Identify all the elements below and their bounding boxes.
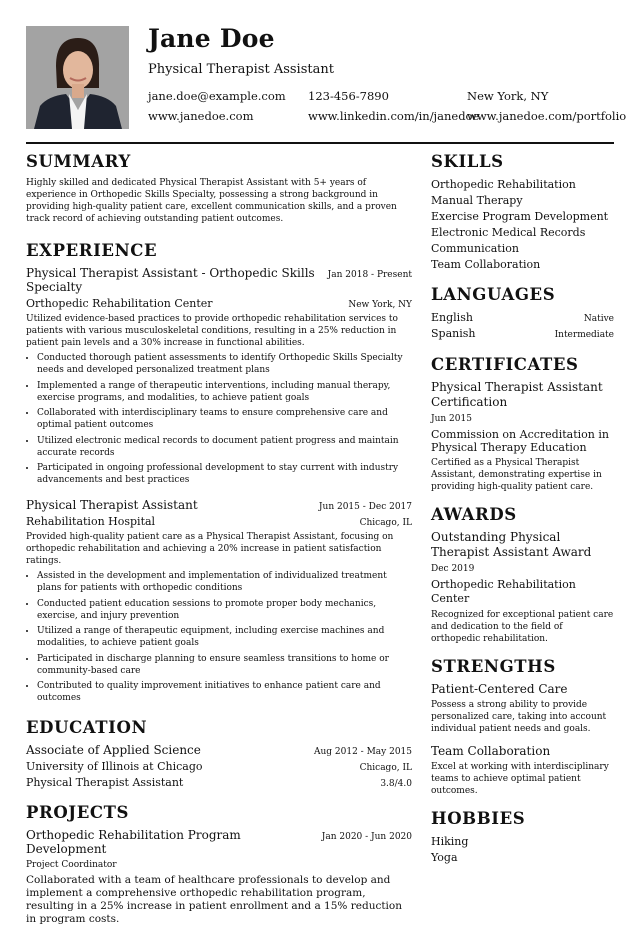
skill-item: Team Collaboration	[431, 258, 541, 271]
language-level: Intermediate	[554, 330, 614, 340]
candidate-name: Jane Doe	[148, 24, 275, 53]
language-name: Spanish	[431, 327, 476, 340]
languages-heading: LANGUAGES	[431, 285, 556, 304]
job-dates: Jan 2018 - Present	[327, 270, 412, 280]
award-issuer: Orthopedic Rehabilitation Center	[431, 578, 576, 605]
job-bullet: • Conducted patient education sessions to promote proper body mechanics, exercise, and injury prevention	[37, 598, 412, 622]
project-role: Project Coordinator	[26, 860, 117, 870]
hobby-item: Yoga	[431, 851, 458, 864]
strength-name: Patient-Centered Care	[431, 682, 568, 696]
linkedin-link[interactable]: www.linkedin.com/in/janedoe	[308, 109, 480, 123]
job-location: New York, NY	[348, 300, 412, 310]
portfolio-link[interactable]: www.janedoe.com/portfolio	[467, 109, 627, 123]
skill-item: Electronic Medical Records	[431, 226, 586, 239]
projects-section	[26, 803, 412, 926]
job-title: Physical Therapist Assistant - Orthopedic Skills Specialty	[26, 266, 315, 294]
skill-item: Orthopedic Rehabilitation	[431, 178, 576, 191]
job-bullet: • Utilized a range of therapeutic equipment, including exercise machines and modalities, to achieve patient goals	[37, 625, 412, 649]
strengths-section	[431, 657, 614, 797]
experience-heading: EXPERIENCE	[26, 241, 158, 260]
hobby-item: Hiking	[431, 835, 469, 848]
awards-heading: AWARDS	[431, 505, 517, 524]
education-location: Chicago, IL	[359, 763, 412, 773]
job-bullet: • Contributed to quality improvement initiatives to enhance patient care and outcomes	[37, 680, 412, 704]
job-bullets	[26, 570, 412, 704]
education-field: Physical Therapist Assistant	[26, 776, 184, 789]
certificates-heading: CERTIFICATES	[431, 355, 579, 374]
education-degree: Associate of Applied Science	[26, 743, 201, 757]
location-text: New York, NY	[467, 89, 549, 103]
job-bullet: • Utilized electronic medical records to document patient progress and maintain accurate records	[37, 435, 412, 459]
main-column	[26, 152, 412, 926]
strength-text: Possess a strong ability to provide personalized care, taking into account individual patient needs and goals.	[431, 700, 607, 734]
job-company: Orthopedic Rehabilitation Center	[26, 297, 213, 310]
side-column	[431, 152, 614, 866]
awards-section	[431, 505, 614, 645]
award-date: Dec 2019	[431, 564, 475, 574]
hobbies-heading: HOBBIES	[431, 809, 526, 828]
job-entry	[26, 498, 412, 704]
job-bullet: • Assisted in the development and implementation of individualized treatment plans for patients with orthopedic conditions	[37, 570, 412, 594]
skills-section	[431, 152, 614, 273]
education-gpa: 3.8/4.0	[380, 779, 412, 789]
strength-text: Excel at working with interdisciplinary teams to achieve optimal patient outcomes.	[431, 762, 609, 796]
strength-name: Team Collaboration	[431, 744, 551, 758]
job-bullet: • Conducted thorough patient assessments to identify Orthopedic Skills Specialty needs and developed personalized treatment plans	[37, 352, 412, 376]
job-bullet: • Participated in discharge planning to ensure seamless transitions to home or community-based care	[37, 653, 412, 677]
email-link[interactable]: jane.doe@example.com	[148, 89, 286, 103]
job-location: Chicago, IL	[359, 518, 412, 528]
hobbies-section	[431, 809, 614, 866]
phone-number: 123-456-7890	[308, 89, 389, 103]
job-title: Physical Therapist Assistant	[26, 498, 198, 512]
job-bullet: • Participated in ongoing professional development to stay current with industry advancements and best practices	[37, 462, 412, 486]
job-bullet: • Collaborated with interdisciplinary teams to ensure comprehensive care and optimal patient outcomes	[37, 407, 412, 431]
project-text: Collaborated with a team of healthcare professionals to develop and implement a comprehensive orthopedic rehabilitation program, resulting in a 25% increase in patient enrollment and a 15% reduction in program costs.	[26, 874, 402, 925]
job-entry	[26, 266, 412, 486]
experience-section	[26, 241, 412, 704]
summary-heading: SUMMARY	[26, 152, 131, 171]
project-dates: Jan 2020 - Jun 2020	[321, 832, 412, 842]
language-level: Native	[583, 314, 614, 324]
skill-item: Manual Therapy	[431, 194, 523, 207]
project-name: Orthopedic Rehabilitation Program Development	[26, 828, 241, 856]
certificates-section	[431, 355, 614, 493]
education-section	[26, 718, 412, 789]
award-text: Recognized for exceptional patient care and dedication to the field of orthopedic rehabilitation.	[431, 610, 614, 644]
certificate-text: Certified as a Physical Therapist Assistant, demonstrating expertise in providing high-quality patient care.	[431, 458, 602, 492]
job-description: Provided high-quality patient care as a Physical Therapist Assistant, focusing on orthopedic rehabilitation and achieving a 20% increase in patient satisfaction ratings.	[26, 532, 394, 566]
job-dates: Jun 2015 - Dec 2017	[318, 502, 412, 512]
candidate-role: Physical Therapist Assistant	[148, 62, 334, 77]
languages-section	[431, 285, 614, 342]
profile-photo	[26, 26, 129, 129]
job-bullets	[26, 352, 412, 486]
award-name: Outstanding Physical Therapist Assistant Award	[431, 530, 592, 559]
job-description: Utilized evidence-based practices to provide orthopedic rehabilitation services to patients with various musculoskeletal conditions, resulting in a 25% reduction in patient pain levels and a 30% increase in functional abilities.	[26, 314, 398, 348]
strengths-heading: STRENGTHS	[431, 657, 556, 676]
education-heading: EDUCATION	[26, 718, 148, 737]
skill-item: Communication	[431, 242, 519, 255]
projects-heading: PROJECTS	[26, 803, 130, 822]
language-name: English	[431, 311, 473, 324]
education-dates: Aug 2012 - May 2015	[313, 747, 412, 757]
skills-heading: SKILLS	[431, 152, 504, 171]
summary-text: Highly skilled and dedicated Physical Therapist Assistant with 5+ years of experience in Orthopedic Skills Specialty, possessing a strong background in providing high-quality patient care, excellent communication skills, and a proven track record of achieving outstanding patient outcomes.	[26, 178, 397, 224]
certificate-date: Jun 2015	[431, 414, 472, 424]
job-bullet: • Implemented a range of therapeutic interventions, including manual therapy, exercise programs, and modalities, to achieve patient goals	[37, 380, 412, 404]
skill-item: Exercise Program Development	[431, 210, 609, 223]
header-divider	[26, 142, 614, 144]
education-school: University of Illinois at Chicago	[26, 760, 203, 773]
certificate-name: Physical Therapist Assistant Certification	[431, 380, 603, 409]
summary-section	[26, 152, 412, 225]
certificate-issuer: Commission on Accreditation in Physical Therapy Education	[431, 428, 609, 454]
website-link[interactable]: www.janedoe.com	[148, 109, 254, 123]
job-company: Rehabilitation Hospital	[26, 515, 156, 528]
